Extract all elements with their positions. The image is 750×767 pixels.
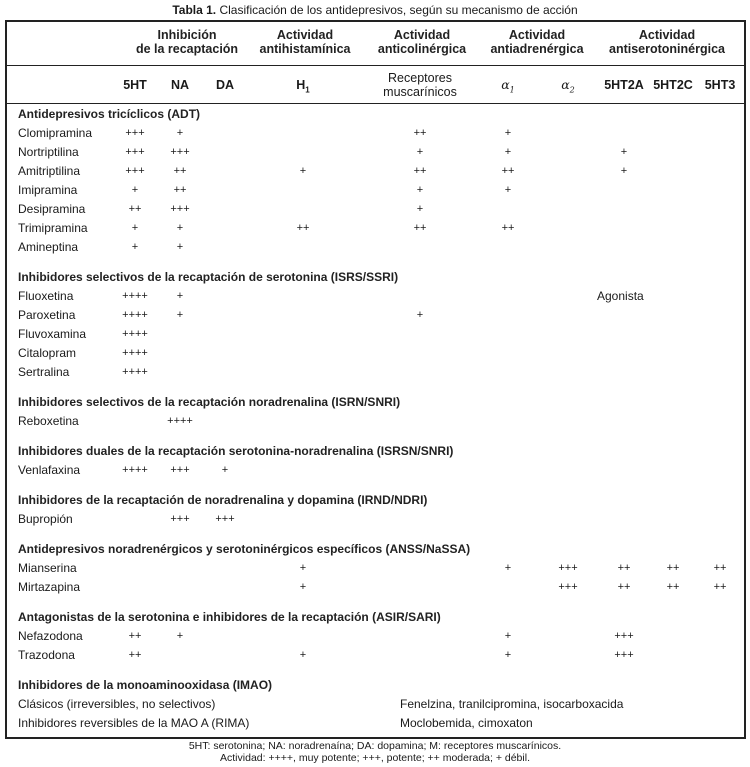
activity-value: ++ [173, 184, 187, 196]
column-header-label: α [561, 77, 570, 92]
activity-value: ++ [666, 581, 680, 593]
table-row [7, 219, 744, 238]
table-row [7, 578, 744, 597]
activity-value: ++ [128, 649, 142, 661]
drug-examples: Moclobemida, cimoxaton [400, 716, 533, 730]
column-header [561, 78, 575, 98]
activity-value: ++++ [122, 328, 148, 340]
activity-value: ++ [173, 165, 187, 177]
activity-value: ++++ [122, 309, 148, 321]
activity-value: + [176, 222, 184, 234]
column-header-label: 5HT [123, 78, 147, 92]
group-header-anticholinergic [362, 28, 482, 56]
table-row [7, 287, 744, 306]
column-header-label: H [296, 78, 306, 92]
drug-name: Reboxetina [18, 414, 79, 428]
activity-value: + [176, 290, 184, 302]
column-header-subscript: 1 [305, 85, 310, 95]
column-header-label: 5HT2A [604, 78, 644, 92]
activity-value: + [131, 241, 139, 253]
drug-name: Inhibidores reversibles de la MAO A (RIMA) [18, 716, 250, 730]
activity-value: +++ [558, 581, 578, 593]
activity-value: + [299, 165, 307, 177]
table-row [7, 695, 744, 714]
group-header-line: de la recaptación [135, 42, 239, 56]
activity-note: Agonista [597, 289, 644, 303]
drug-name: Fluoxetina [18, 289, 74, 303]
table-row [7, 461, 744, 480]
activity-value: + [504, 184, 512, 196]
group-header-line: antiserotoninérgica [609, 42, 725, 56]
activity-value: + [176, 630, 184, 642]
group-header-antiserotonergic [597, 28, 737, 56]
activity-value: ++ [501, 165, 515, 177]
activity-value: + [131, 184, 139, 196]
drug-name: Imipramina [18, 183, 78, 197]
activity-value: + [299, 649, 307, 661]
drug-name: Venlafaxina [18, 463, 81, 477]
column-header-line: muscarínicos [383, 85, 457, 99]
table-row [7, 510, 744, 529]
activity-value: ++ [413, 127, 427, 139]
activity-value: ++ [666, 562, 680, 574]
drug-name: Amineptina [18, 240, 79, 254]
activity-value: +++ [170, 464, 190, 476]
footnote-abbreviations: 5HT: serotonina; NA: noradrenaína; DA: dopamina; M: receptores muscarínicos. [188, 740, 562, 752]
table-body [7, 105, 744, 733]
activity-value: ++ [413, 165, 427, 177]
drug-name: Mirtazapina [18, 580, 81, 594]
activity-value: ++++ [122, 347, 148, 359]
section-header: Inhibidores selectivos de la recaptación de serotonina (ISRS/SSRI) [18, 270, 399, 284]
classification-table [5, 20, 746, 739]
section-header: Antidepresivos tricíclicos (ADT) [18, 107, 201, 121]
table-caption [0, 3, 750, 17]
column-header [296, 78, 309, 98]
activity-value: + [416, 184, 424, 196]
drug-examples: Fenelzina, tranilcipromina, isocarboxacida [400, 697, 624, 711]
activity-value: + [416, 309, 424, 321]
column-header-label: DA [215, 78, 235, 92]
column-header [123, 78, 147, 92]
table-row [7, 412, 744, 431]
group-header-line: Actividad [393, 28, 451, 42]
drug-name: Amitriptilina [18, 164, 81, 178]
column-header-label: α [501, 77, 510, 92]
drug-name: Nortriptilina [18, 145, 79, 159]
activity-value: ++++ [122, 290, 148, 302]
activity-value: ++ [617, 562, 631, 574]
divider [7, 65, 744, 66]
drug-name: Sertralina [18, 365, 70, 379]
activity-value: ++ [296, 222, 310, 234]
table-row [7, 344, 744, 363]
column-header [501, 78, 515, 98]
table-row [7, 627, 744, 646]
section-header: Antagonistas de la serotonina e inhibidores de la recaptación (ASIR/SARI) [18, 610, 441, 624]
activity-value: + [299, 562, 307, 574]
activity-value: +++ [125, 165, 145, 177]
column-header-label: 5HT3 [704, 78, 736, 92]
column-header [653, 78, 693, 92]
activity-value: ++++ [122, 464, 148, 476]
drug-name: Citalopram [18, 346, 77, 360]
activity-value: +++ [170, 513, 190, 525]
activity-value: + [299, 581, 307, 593]
activity-value: +++ [170, 146, 190, 158]
group-header-reuptake [115, 28, 259, 56]
column-header-subscript: 1 [509, 85, 515, 95]
activity-value: ++ [128, 203, 142, 215]
column-header-subscript: 2 [569, 85, 575, 95]
section-header: Antidepresivos noradrenérgicos y serotoninérgicos específicos (ANSS/NaSSA) [18, 542, 471, 556]
activity-value: + [131, 222, 139, 234]
column-header [705, 78, 736, 92]
column-header-line: Receptores [388, 71, 452, 85]
table-row [7, 238, 744, 257]
column-header [383, 71, 457, 99]
activity-value: +++ [170, 203, 190, 215]
section-header: Inhibidores duales de la recaptación serotonina-noradrenalina (ISRSN/SNRI) [18, 444, 454, 458]
activity-value: ++ [501, 222, 515, 234]
activity-value: + [504, 630, 512, 642]
drug-name: Paroxetina [18, 308, 76, 322]
section-header: Inhibidores selectivos de la recaptación noradrenalina (ISRN/SNRI) [18, 395, 401, 409]
activity-value: +++ [215, 513, 235, 525]
drug-name: Trimipramina [18, 221, 88, 235]
group-header-line: Actividad [638, 28, 696, 42]
table-row [7, 306, 744, 325]
column-header-label: NA [170, 78, 190, 92]
activity-value: +++ [558, 562, 578, 574]
activity-value: ++++ [167, 415, 193, 427]
section-header: Inhibidores de la recaptación de noradrenalina y dopamina (IRND/NDRI) [18, 493, 428, 507]
column-header [216, 78, 234, 92]
footnote-activity-legend: Actividad: ++++, muy potente; +++, potente; ++ moderada; + débil. [220, 752, 530, 764]
activity-value: + [176, 127, 184, 139]
table-row [7, 181, 744, 200]
drug-name: Desipramina [18, 202, 86, 216]
group-header-line: antihistamínica [259, 42, 351, 56]
drug-name: Bupropión [18, 512, 73, 526]
activity-value: +++ [614, 649, 634, 661]
group-header-line: anticolinérgica [377, 42, 467, 56]
activity-value: ++ [713, 581, 727, 593]
drug-name: Clásicos (irreversibles, no selectivos) [18, 697, 216, 711]
activity-value: ++ [713, 562, 727, 574]
divider [7, 103, 744, 104]
activity-value: +++ [614, 630, 634, 642]
activity-value: ++ [617, 581, 631, 593]
table-row [7, 200, 744, 219]
activity-value: +++ [125, 127, 145, 139]
table-row [7, 363, 744, 382]
column-header [171, 78, 189, 92]
activity-value: + [221, 464, 229, 476]
group-header-line: Actividad [508, 28, 566, 42]
activity-value: + [620, 146, 628, 158]
group-header-antihistamine [245, 28, 365, 56]
group-header-line: Actividad [276, 28, 334, 42]
activity-value: + [504, 146, 512, 158]
column-header-label: 5HT2C [653, 78, 693, 92]
activity-value: + [620, 165, 628, 177]
group-header-antiadrenergic [477, 28, 597, 56]
table-row [7, 714, 744, 733]
activity-value: + [504, 127, 512, 139]
column-header [604, 78, 644, 92]
drug-name: Fluvoxamina [18, 327, 87, 341]
table-row [7, 325, 744, 344]
activity-value: ++ [413, 222, 427, 234]
caption-label: Tabla 1. [172, 3, 217, 17]
table-row [7, 143, 744, 162]
activity-value: +++ [125, 146, 145, 158]
group-header-line: Inhibición [157, 28, 217, 42]
drug-name: Clomipramina [18, 126, 93, 140]
activity-value: + [416, 146, 424, 158]
group-header-line: antiadrenérgica [490, 42, 584, 56]
table-row [7, 162, 744, 181]
drug-name: Mianserina [18, 561, 77, 575]
activity-value: + [176, 241, 184, 253]
section-header: Inhibidores de la monoaminooxidasa (IMAO) [18, 678, 273, 692]
table-row [7, 559, 744, 578]
table-row [7, 124, 744, 143]
activity-value: ++++ [122, 366, 148, 378]
activity-value: + [504, 649, 512, 661]
table-row [7, 646, 744, 665]
caption-text: Clasificación de los antidepresivos, según su mecanismo de acción [216, 3, 578, 17]
drug-name: Nefazodona [18, 629, 83, 643]
activity-value: + [176, 309, 184, 321]
drug-name: Trazodona [18, 648, 75, 662]
activity-value: + [416, 203, 424, 215]
activity-value: + [504, 562, 512, 574]
activity-value: ++ [128, 630, 142, 642]
